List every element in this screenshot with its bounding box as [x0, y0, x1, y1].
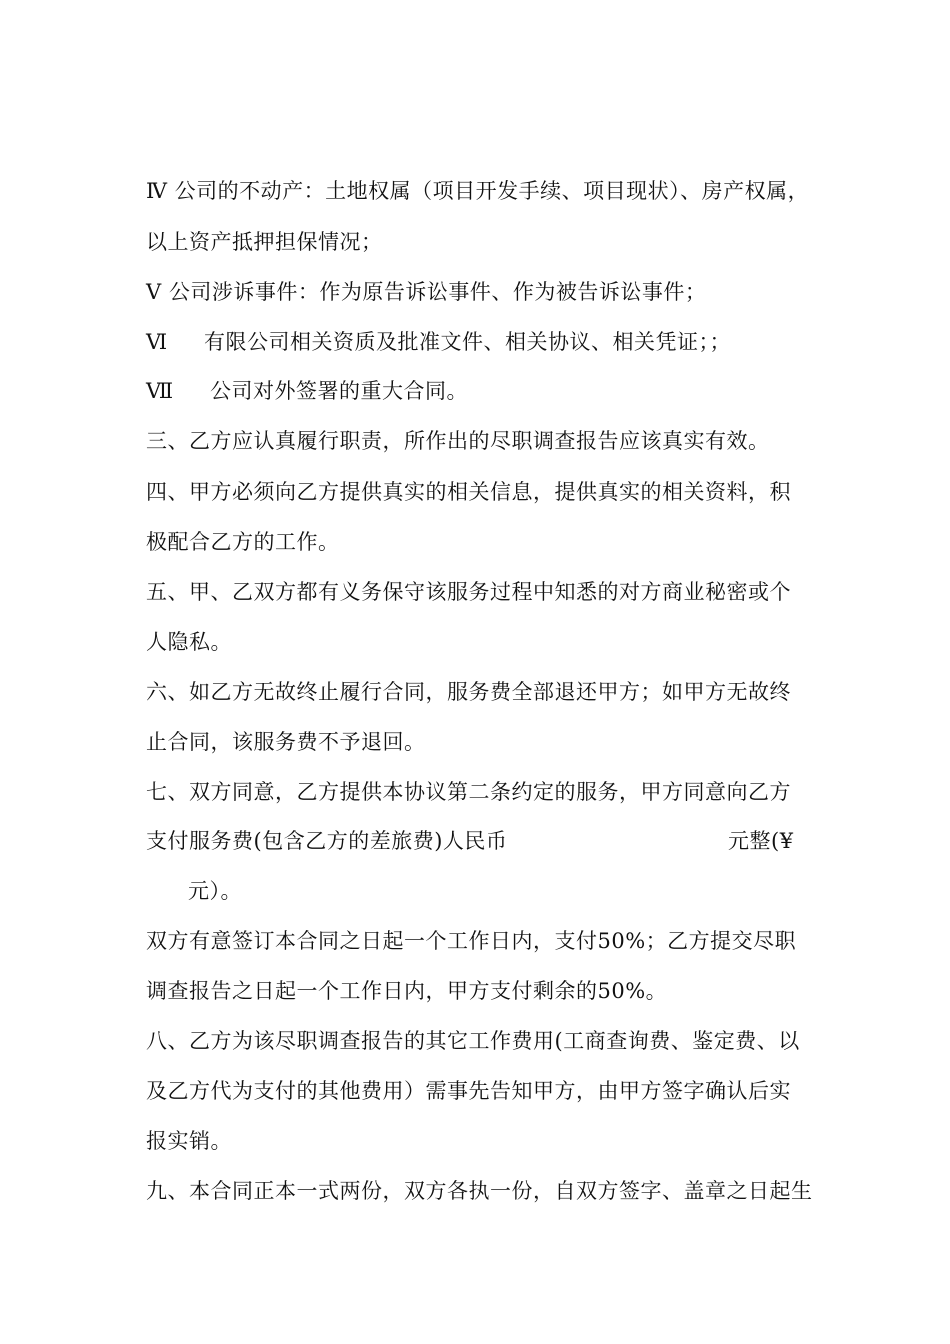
text-line: 元）。 — [188, 879, 242, 903]
text-line: 调查报告之日起一个工作日内，甲方支付剩余的50%。 — [146, 979, 668, 1003]
text-line: 报实销。 — [146, 1129, 232, 1153]
text-line: Ⅳ 公司的不动产：土地权属（项目开发手续、项目现状）、房产权属， — [146, 179, 810, 203]
text-line-item-vii — [146, 376, 468, 406]
text-line: 双方有意签订本合同之日起一个工作日内，支付50%；乙方提交尽职 — [146, 929, 797, 953]
text-line: 八、乙方为该尽职调查报告的其它工作费用(工商查询费、鉴定费、以 — [146, 1029, 800, 1053]
text-line: 七、双方同意，乙方提供本协议第二条约定的服务，甲方同意向乙方 — [146, 780, 791, 804]
text-line: 极配合乙方的工作。 — [146, 530, 340, 554]
text-line-item-vi — [146, 327, 731, 357]
item-text: 公司对外签署的重大合同。 — [209, 379, 468, 403]
text-line: 支付服务费(包含乙方的差旅费)人民币 — [146, 829, 508, 853]
text-line: 止合同，该服务费不予退回。 — [146, 730, 426, 754]
roman-numeral: Ⅶ — [146, 379, 174, 403]
text-line: 六、如乙方无故终止履行合同，服务费全部退还甲方；如甲方无故终 — [146, 680, 791, 704]
text-line: 五、甲、乙双方都有义务保守该服务过程中知悉的对方商业秘密或个 — [146, 580, 791, 604]
roman-numeral: Ⅵ — [146, 330, 168, 354]
item-text: 有限公司相关资质及批准文件、相关协议、相关凭证；； — [204, 330, 731, 354]
text-line: 人隐私。 — [146, 630, 232, 654]
amount-unit-text: 元整(¥ — [728, 829, 794, 853]
text-line: 三、乙方应认真履行职责，所作出的尽职调查报告应该真实有效。 — [146, 429, 770, 453]
text-line: 四、甲方必须向乙方提供真实的相关信息，提供真实的相关资料，积 — [146, 480, 791, 504]
text-line: Ⅴ 公司涉诉事件：作为原告诉讼事件、作为被告诉讼事件； — [146, 280, 707, 304]
text-line: 以上资产抵押担保情况； — [146, 230, 383, 254]
text-line: 及乙方代为支付的其他费用）需事先告知甲方，由甲方签字确认后实 — [146, 1079, 791, 1103]
text-line: 九、本合同正本一式两份，双方各执一份，自双方签字、盖章之日起生 — [146, 1179, 813, 1203]
